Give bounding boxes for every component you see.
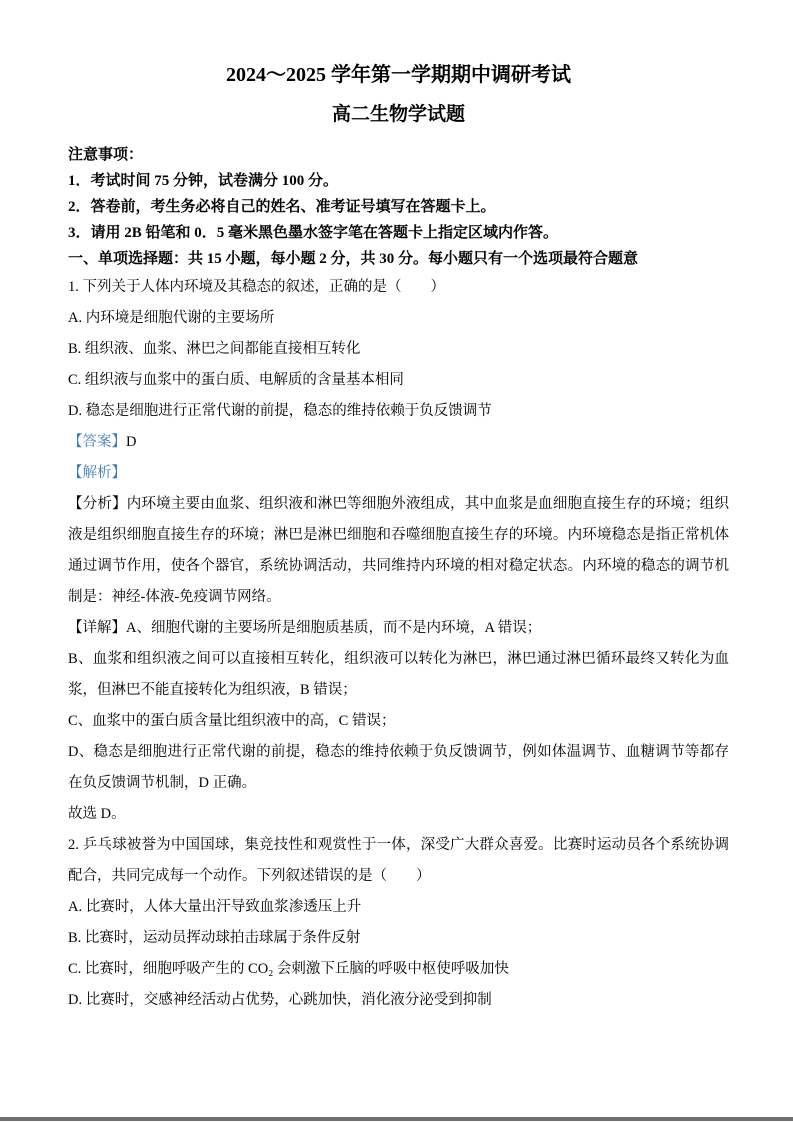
notice-item-3: 3．请用 2B 铅笔和 0．5 毫米黑色墨水签字笔在答题卡上指定区域内作答。 — [68, 225, 559, 241]
question1-detail-a: 【详解】A、细胞代谢的主要场所是细胞质基质，而不是内环境，A 错误； — [68, 620, 542, 636]
question2-option-d: D. 比赛时，交感神经活动占优势，心跳加快，消化液分泌受到抑制 — [68, 992, 492, 1008]
question1-jiexi-line — [68, 458, 729, 489]
question1-answer-line — [68, 427, 729, 458]
notice-heading: 注意事项： — [68, 147, 144, 163]
question2-option-b: B. 比赛时，运动员挥动球拍击球属于条件反射 — [68, 930, 361, 946]
viewport-bottom-edge-bar — [0, 1117, 793, 1121]
answer-value: D — [126, 434, 137, 450]
question2-stem: 2. 乒乓球被誉为中国国球，集竞技性和观赏性于一体，深受广大群众喜爱。比赛时运动员各个系统协调配合，共同完成每一个动作。下列叙述错误的是（ ） — [68, 837, 729, 884]
question1-detail-c: C、血浆中的蛋白质含量比组织液中的高，C 错误； — [68, 713, 396, 729]
question1-option-a: A. 内环境是细胞代谢的主要场所 — [68, 310, 275, 326]
question2-option-a: A. 比赛时，人体大量出汗导致血浆渗透压上升 — [68, 899, 362, 915]
question1-option-c: C. 组织液与血浆中的蛋白质、电解质的含量基本相同 — [68, 372, 404, 388]
question1-detail-b: B、血浆和组织液之间可以直接相互转化，组织液可以转化为淋巴，淋巴通过淋巴循环最终又转化为血浆，但淋巴不能直接转化为组织液，B 错误； — [68, 651, 729, 698]
section-heading: 一、单项选择题：共 15 小题，每小题 2 分，共 30 分。每小题只有一个选项最符合题意 — [68, 251, 639, 267]
notice-section — [68, 142, 729, 272]
notice-item-1: 1．考试时间 75 分钟，试卷满分 100 分。 — [68, 173, 339, 189]
exam-title-line2: 高二生物学试题 — [331, 104, 465, 125]
question1-analysis-paragraph: 【分析】内环境主要由血浆、组织液和淋巴等细胞外液组成，其中血浆是血细胞直接生存的环境；组织液是组织细胞直接生存的环境；淋巴是淋巴细胞和吞噬细胞直接生存的环境。内环境稳态是指正常机体通过调节作用，使各个器官，系统协调活动，共同维持内环境的相对稳定状态。内环境的稳态的调节机制是：神经-体液-免疫调节网络。 — [68, 496, 729, 605]
question1-option-d: D. 稳态是细胞进行正常代谢的前提，稳态的维持依赖于负反馈调节 — [68, 403, 492, 419]
questions-body — [68, 272, 729, 1016]
notice-item-2: 2．答卷前，考生务必将自己的姓名、准考证号填写在答题卡上。 — [68, 199, 496, 215]
question2-option-c: C. 比赛时，细胞呼吸产生的 CO₂ 会刺激下丘脑的呼吸中枢使呼吸加快 — [68, 961, 509, 977]
answer-label: 【答案】 — [68, 434, 126, 450]
question1-option-b: B. 组织液、血浆、淋巴之间都能直接相互转化 — [68, 341, 361, 357]
question1-stem: 1. 下列关于人体内环境及其稳态的叙述，正确的是（ ） — [68, 279, 445, 295]
question1-conclusion: 故选 D。 — [68, 806, 126, 822]
exam-title-line1: 2024～2025 学年第一学期期中调研考试 — [226, 64, 571, 86]
jiexi-label: 【解析】 — [68, 465, 126, 481]
question1-detail-d: D、稳态是细胞进行正常代谢的前提，稳态的维持依赖于负反馈调节，例如体温调节、血糖调节等都存在负反馈调节机制，D 正确。 — [68, 744, 729, 791]
